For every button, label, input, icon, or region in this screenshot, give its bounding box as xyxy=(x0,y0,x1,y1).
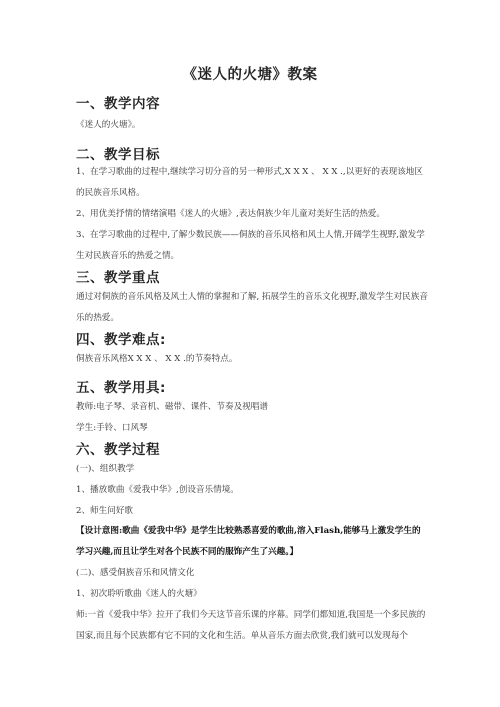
tools-student: 学生:手铃、口风琴 xyxy=(76,423,148,433)
section-heading-objectives: 二、教学目标 xyxy=(76,147,160,163)
process-line-4: (二)、感受侗族音乐和风情文化 xyxy=(76,568,195,578)
section-heading-tools: 五、教学用具: xyxy=(76,380,166,396)
tools-teacher: 教师:电子琴、录音机、磁带、课件、节奏及视唱谱 xyxy=(76,402,268,412)
objective-item-1: 1、在学习歌曲的过程中,继续学习切分音的另一种形式,X X X 、 X X .,以更好的表现该地区的民族音乐风格。 xyxy=(76,167,423,198)
process-paragraph: 师:一首《爱我中华》拉开了我们今天这节音乐课的序幕。同学们都知道,我国是一个多民族的国家,而且每个民族都有它不同的文化和生活。单从音乐方面去欣赏,我们就可以发现每个 xyxy=(76,610,426,641)
section-text-content: 《迷人的火塘》。 xyxy=(76,120,141,130)
document-title: 《迷人的火塘》教案 xyxy=(182,67,318,83)
section-heading-content: 一、教学内容 xyxy=(76,96,160,112)
process-line-1: (一)、组织教学 xyxy=(76,464,135,474)
section-text-difficulties: 侗族音乐风格X X X 、 X X .的节奏特点。 xyxy=(76,354,238,364)
process-line-5: 1、初次聆听歌曲《迷人的火塘》 xyxy=(76,589,202,599)
design-intent-note: 【设计意图:歌曲《爱我中华》是学生比较熟悉喜爱的歌曲,溶入Flash,能够马上激发学生的学习兴趣,而且让学生对各个民族不同的服饰产生了兴趣。】 xyxy=(76,526,421,557)
process-line-2: 1、播放歌曲《爱我中华》,创设音乐情境。 xyxy=(76,485,239,495)
section-heading-process: 六、教学过程 xyxy=(76,442,160,458)
section-text-key-points: 通过对侗族的音乐风格及风土人情的掌握和了解, 拓展学生的音乐文化视野,激发学生对民族音乐的热爱。 xyxy=(76,292,428,323)
section-heading-difficulties: 四、教学难点: xyxy=(76,332,166,348)
objective-item-3: 3、在学习歌曲的过程中,了解少数民族——侗族的音乐风格和风土人情,开阔学生视野,激发学生对民族音乐的热爱之情。 xyxy=(76,230,425,261)
process-line-3: 2、师生问好歌 xyxy=(76,506,134,516)
objective-item-2: 2、用优美抒情的情绪演唱《迷人的火塘》,表达侗族少年儿童对美好生活的热爱。 xyxy=(76,209,385,219)
section-heading-key-points: 三、教学重点 xyxy=(76,270,160,286)
